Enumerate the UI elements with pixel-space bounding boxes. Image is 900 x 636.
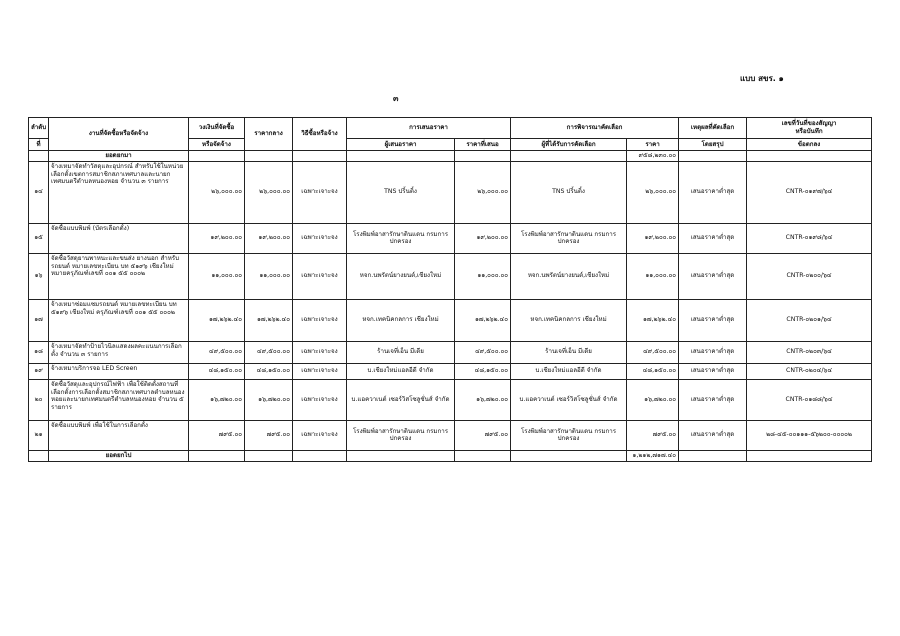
selected-price: ๑๙,๒๐๐.๐๐ (627, 223, 679, 253)
contract-number: CNTR-๐๒๐๑/๖๔ (747, 299, 872, 341)
table-row (29, 161, 872, 223)
procurement-method: เฉพาะเจาะจง (293, 420, 347, 450)
contract-number: CNTR-๐๒๐๓/๖๔ (747, 341, 872, 363)
reason-header: เหตุผลที่คัดเลือก (679, 118, 747, 139)
offer-price: ๑๑,๐๐๐.๐๐ (455, 253, 511, 299)
procurement-method: เฉพาะเจาะจง (293, 223, 347, 253)
selected-price: ๑๗,๒๖๒.๔๐ (627, 299, 679, 341)
page-number: ๓ (393, 94, 399, 103)
budget-amount: ๔๙,๕๐๐.๐๐ (189, 341, 245, 363)
selection-header: การพิจารณาคัดเลือก (511, 118, 679, 139)
selected-vendor: โรงพิมพ์อาสารักษาดินแดน กรมการปกครอง (511, 420, 627, 450)
selected-vendor: ร้านเจที่เอ็น มีเดีย (511, 341, 627, 363)
selection-reason: เสนอราคาต่ำสุด (679, 223, 747, 253)
median-price: ๑๙,๒๐๐.๐๐ (245, 223, 293, 253)
table-row (29, 363, 872, 379)
offer-price-header: ราคาที่เสนอ (455, 139, 511, 151)
selected-price-header: ราคา (627, 139, 679, 151)
procurement-method: เฉพาะเจาะจง (293, 161, 347, 223)
offer-price: ๑๖,๗๒๐.๐๐ (455, 379, 511, 420)
offer-price: ๒๖,๐๐๐.๐๐ (455, 161, 511, 223)
carried-over-amount: ๑,๒๑๒,๗๑๗.๔๐ (627, 450, 679, 461)
work-description: จัดซื้อวัสดุและอุปกรณ์ไฟฟ้า เพื่อใช้ติดตั้งสถานที่เลือกตั้งการเลือกตั้งสมาชิกสภาเทศบาลตำบลหนองหอยและนายกเทศมนตรีตำบลหนองหอย จำนวน ๕ รายการ (49, 379, 189, 420)
contract-number: CNTR-๐๒๐๐/๖๔ (747, 253, 872, 299)
header-row-1 (29, 118, 872, 139)
offer-vendor: หจก.นพรัตน์ยางยนต์,เชียงใหม่ (347, 253, 455, 299)
carried-over-label: ยอดยกไป (49, 450, 189, 461)
budget-amount: ๑๖,๗๒๐.๐๐ (189, 379, 245, 420)
work-description: จัดซื้อวัสดุยานพาหนะและขนส่ง ยางนอก สำหรับรถยนต์ หมายเลขทะเบียน บท ๕๑๙๖ เชียงใหม่ หมายครุภัณฑ์เลขที่ ๐๐๑ ๕๕ ๐๐๐๒ (49, 253, 189, 299)
method-header: วิธีซื้อหรือจ้าง (293, 118, 347, 151)
selected-vendor: โรงพิมพ์อาสารักษาดินแดน กรมการปกครอง (511, 223, 627, 253)
table-row (29, 223, 872, 253)
procurement-method: เฉพาะเจาะจง (293, 363, 347, 379)
row-number: ๒๐ (29, 379, 49, 420)
contract-number: ๒๘-๔๕-๐๐๑๑๑-๕๖๒๐๐-๐๐๐๐๒ (747, 420, 872, 450)
offer-vendor: หจก.เทคนิคกลการ เชียงใหม่ (347, 299, 455, 341)
offer-header: การเสนอราคา (347, 118, 511, 139)
contract-header-3: ข้อตกลง (747, 139, 872, 151)
median-price: ๑๖,๗๒๐.๐๐ (245, 379, 293, 420)
table-row (29, 341, 872, 363)
median-price: ๑๑,๐๐๐.๐๐ (245, 253, 293, 299)
offer-vendor: ร้านเจที่เอ็น มีเดีย (347, 341, 455, 363)
table-row (29, 420, 872, 450)
selection-reason: เสนอราคาต่ำสุด (679, 253, 747, 299)
seq-header: ลำดับ (29, 118, 49, 139)
selected-price: ๑๖,๗๒๐.๐๐ (627, 379, 679, 420)
table-row (29, 379, 872, 420)
offer-vendor: โรงพิมพ์อาสารักษาดินแดน กรมการปกครอง (347, 223, 455, 253)
median-price: ๑๗,๒๖๒.๔๐ (245, 299, 293, 341)
table-row (29, 253, 872, 299)
carried-forward-row (29, 151, 872, 162)
selection-reason: เสนอราคาต่ำสุด (679, 420, 747, 450)
procurement-method: เฉพาะเจาะจง (293, 299, 347, 341)
median-price: ๒๖,๐๐๐.๐๐ (245, 161, 293, 223)
contract-number: CNTR-๐๒๐๔/๖๔ (747, 363, 872, 379)
median-price: ๗๙๕.๐๐ (245, 420, 293, 450)
selected-price: ๔๘,๑๕๐.๐๐ (627, 363, 679, 379)
selected-vendor: หจก.เทคนิคกลการ เชียงใหม่ (511, 299, 627, 341)
selection-reason: เสนอราคาต่ำสุด (679, 161, 747, 223)
procurement-method: เฉพาะเจาะจง (293, 379, 347, 420)
selected-vendor: บ.เชียงใหม่แอลอีดี จำกัด (511, 363, 627, 379)
budget-amount: ๑๑,๐๐๐.๐๐ (189, 253, 245, 299)
selected-price: ๔๙,๕๐๐.๐๐ (627, 341, 679, 363)
carried-over-row (29, 450, 872, 461)
selected-vendor-header: ผู้ที่ได้รับการคัดเลือก (511, 139, 627, 151)
budget-header-2: หรือจัดจ้าง (189, 139, 245, 151)
procurement-method: เฉพาะเจาะจง (293, 341, 347, 363)
offer-vendor-header: ผู้เสนอราคา (347, 139, 455, 151)
selected-vendor: หจก.นพรัตน์ยางยนต์,เชียงใหม่ (511, 253, 627, 299)
seq-header-2: ที่ (29, 139, 49, 151)
offer-price: ๔๙,๕๐๐.๐๐ (455, 341, 511, 363)
reason-header-2: โดยสรุป (679, 139, 747, 151)
work-description: จ้างเหมาบริการจอ LED Screen (49, 363, 189, 379)
work-header: งานที่จัดซื้อหรือจัดจ้าง (49, 118, 189, 151)
offer-vendor: บ.แอควาเนต์ เซอร์วิสโซลูชั่นส์ จำกัด (347, 379, 455, 420)
carried-forward-amount: ๙๕๘,๒๓๐.๐๐ (627, 151, 679, 162)
offer-price: ๑๙,๒๐๐.๐๐ (455, 223, 511, 253)
row-number: ๒๑ (29, 420, 49, 450)
selection-reason: เสนอราคาต่ำสุด (679, 363, 747, 379)
offer-vendor: บ.เชียงใหม่แอลอีดี จำกัด (347, 363, 455, 379)
budget-amount: ๑๗,๒๖๒.๔๐ (189, 299, 245, 341)
work-description: จัดซื้อแบบพิมพ์ (บัตรเลือกตั้ง) (49, 223, 189, 253)
budget-amount: ๑๙,๒๐๐.๐๐ (189, 223, 245, 253)
row-number: ๑๗ (29, 299, 49, 341)
contract-number: CNTR-๐๑๘๘/๖๔ (747, 379, 872, 420)
median-header: ราคากลาง (245, 118, 293, 151)
procurement-method: เฉพาะเจาะจง (293, 253, 347, 299)
median-price: ๔๙,๕๐๐.๐๐ (245, 341, 293, 363)
row-number: ๑๙ (29, 363, 49, 379)
work-description: จัดซื้อแบบพิมพ์ เพื่อใช้ในการเลือกตั้ง (49, 420, 189, 450)
selected-price: ๑๑,๐๐๐.๐๐ (627, 253, 679, 299)
table-row (29, 299, 872, 341)
contract-number: CNTR-๐๑๙๗/๖๔ (747, 161, 872, 223)
selection-reason: เสนอราคาต่ำสุด (679, 379, 747, 420)
selected-vendor: TNS ปริ้นติ้ง (511, 161, 627, 223)
offer-price: ๑๗,๒๖๒.๔๐ (455, 299, 511, 341)
selected-price: ๒๖,๐๐๐.๐๐ (627, 161, 679, 223)
offer-price: ๗๙๕.๐๐ (455, 420, 511, 450)
procurement-table (28, 117, 872, 462)
offer-price: ๔๘,๑๕๐.๐๐ (455, 363, 511, 379)
row-number: ๑๖ (29, 253, 49, 299)
offer-vendor: TNS ปริ้นติ้ง (347, 161, 455, 223)
work-description: จ้างเหมาซ่อมแซมรถยนต์ หมายเลขทะเบียน บท ๕๑๙๖ เชียงใหม่ ครุภัณฑ์เลขที่ ๐๐๑ ๕๕ ๐๐๐๒ (49, 299, 189, 341)
carried-forward-label: ยอดยกมา (49, 151, 189, 162)
offer-vendor: โรงพิมพ์อาสารักษาดินแดน กรมการปกครอง (347, 420, 455, 450)
budget-amount: ๔๘,๑๕๐.๐๐ (189, 363, 245, 379)
work-description: จ้างเหมาจัดทำป้ายไวนิลแสดงผลคะแนนการเลือกตั้ง จำนวน ๓ รายการ (49, 341, 189, 363)
row-number: ๑๘ (29, 341, 49, 363)
selected-vendor: บ.แอควาเนต์ เซอร์วิสโซลูชั่นส์ จำกัด (511, 379, 627, 420)
selection-reason: เสนอราคาต่ำสุด (679, 299, 747, 341)
budget-header: วงเงินที่จัดซื้อ (189, 118, 245, 139)
selection-reason: เสนอราคาต่ำสุด (679, 341, 747, 363)
form-code: แบบ สขร. ๑ (740, 74, 784, 83)
row-number: ๑๕ (29, 223, 49, 253)
budget-amount: ๒๖,๐๐๐.๐๐ (189, 161, 245, 223)
budget-amount: ๗๙๕.๐๐ (189, 420, 245, 450)
selected-price: ๗๙๕.๐๐ (627, 420, 679, 450)
row-number: ๑๔ (29, 161, 49, 223)
work-description: จ้างเหมาจัดทำวัสดุและอุปกรณ์ สำหรับใช้ในหน่วยเลือกตั้งเขตการสมาชิกสภาเทศบาลและนายกเทศมนตรีตำบลหนองหอย จำนวน ๓ รายการ (49, 161, 189, 223)
contract-header: เลขที่วันที่ของสัญญา หรือบันทึก (747, 118, 872, 139)
contract-number: CNTR-๐๑๙๘/๖๔ (747, 223, 872, 253)
median-price: ๔๘,๑๕๐.๐๐ (245, 363, 293, 379)
